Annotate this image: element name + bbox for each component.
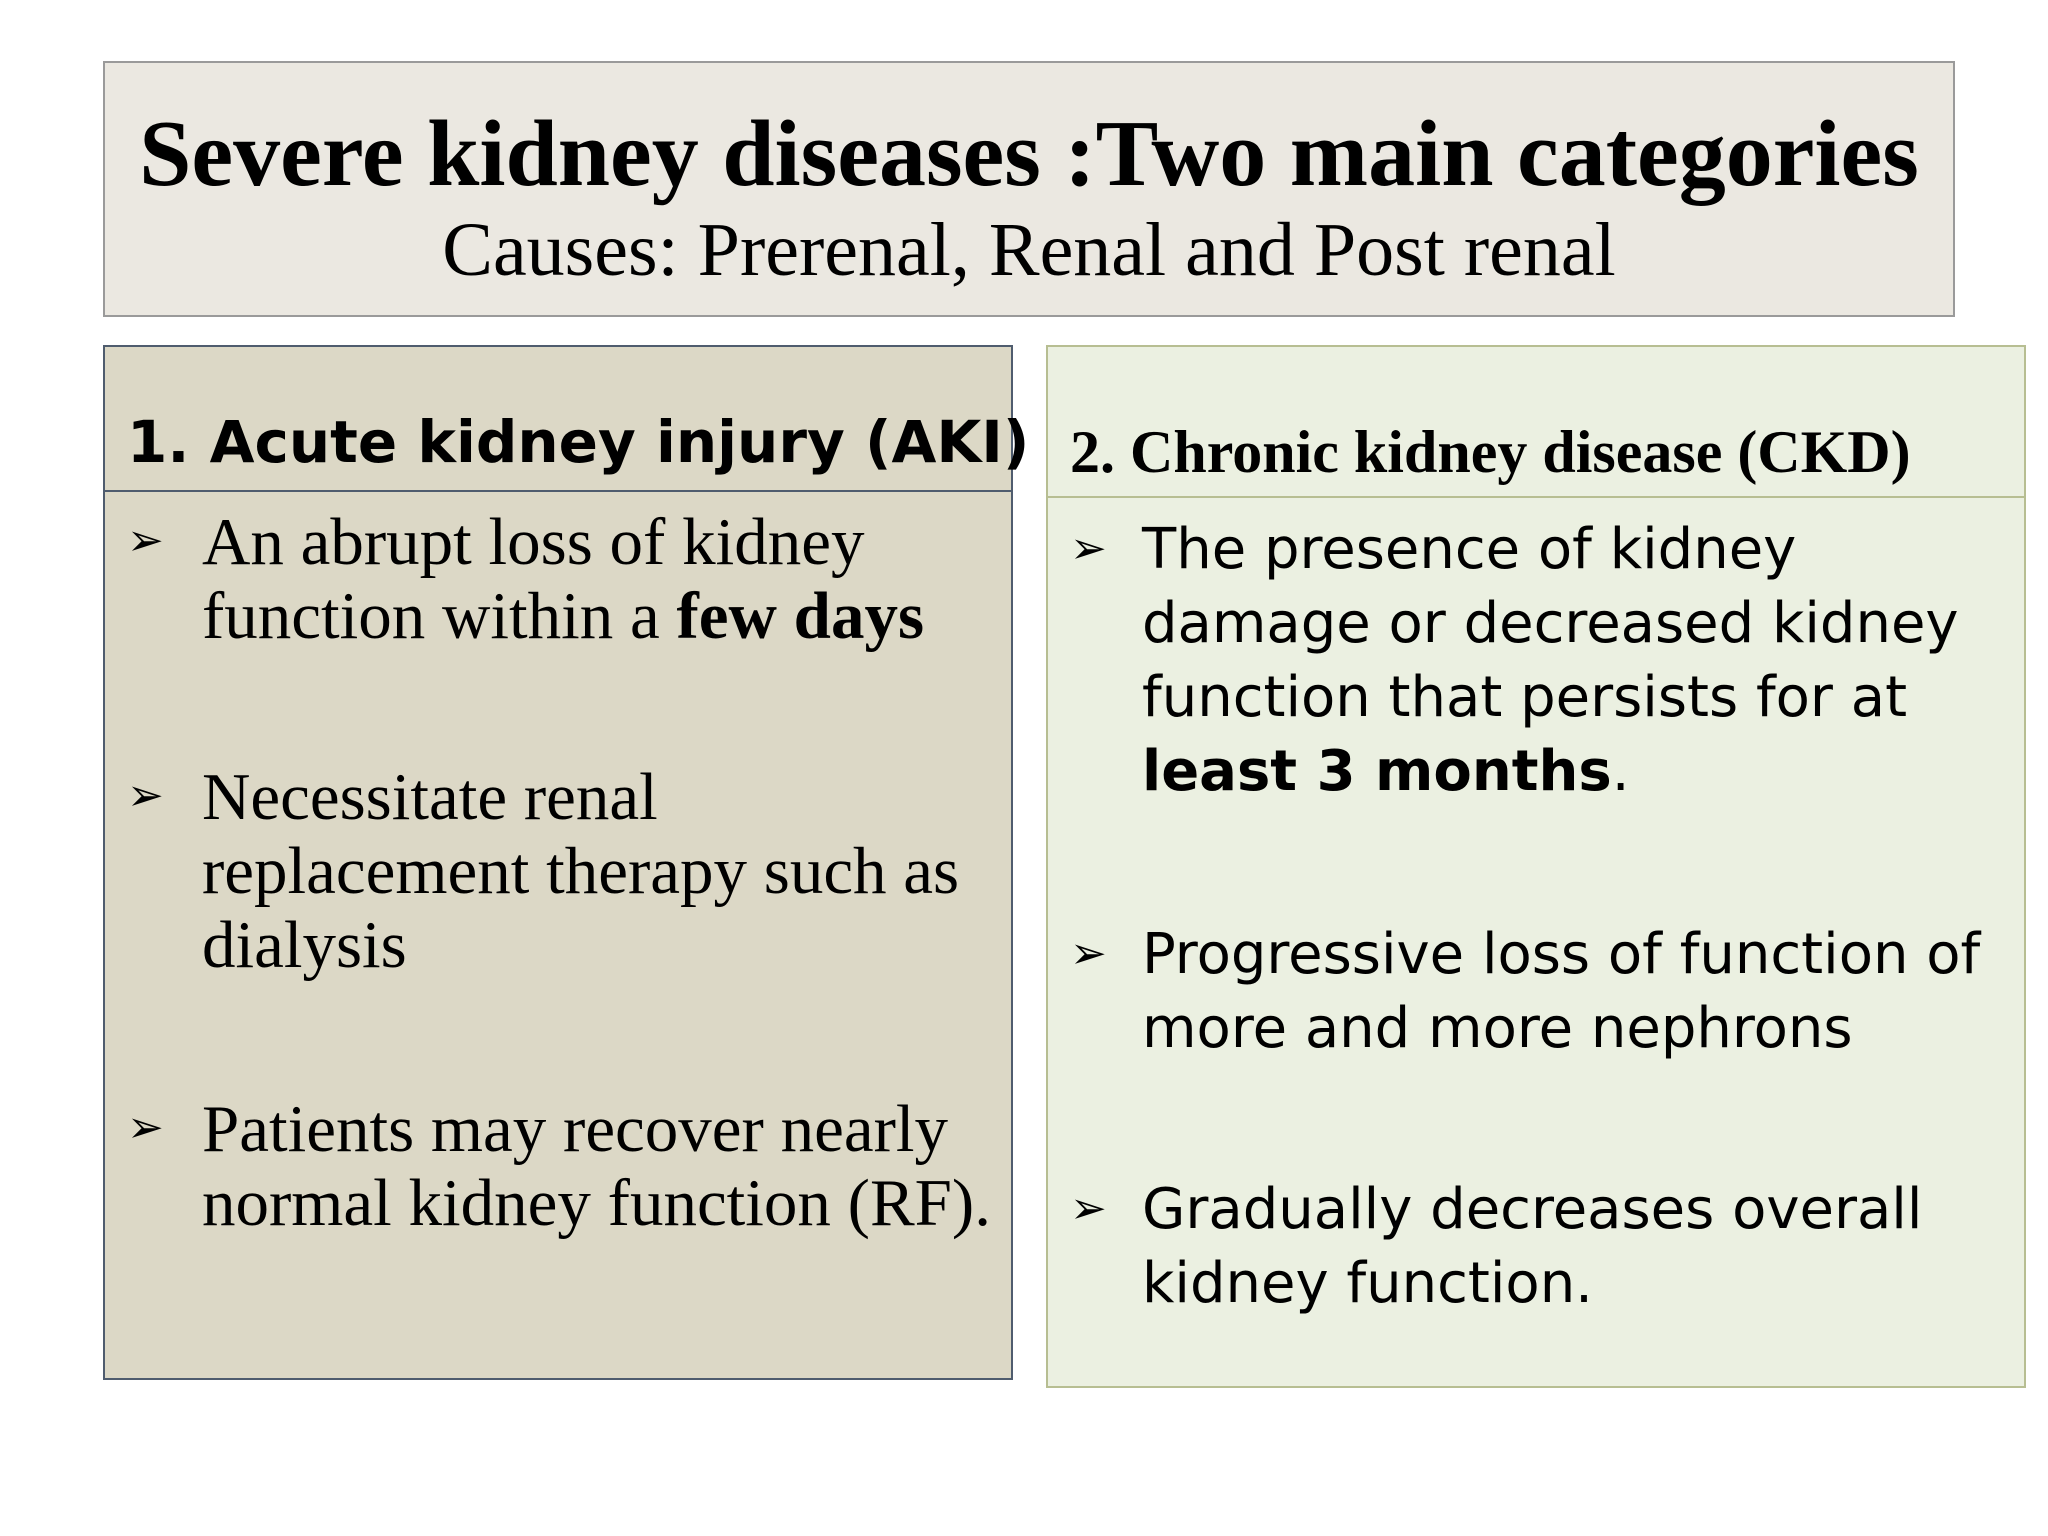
aki-bullet-3-text: Patients may recover nearly normal kidney function (RF).: [202, 1092, 991, 1240]
ckd-bullet-1-text: The presence of kidney damage or decreased kidney function that persists for at least 3 months.: [1142, 517, 1959, 804]
arrow-bullet-icon: ➢: [1070, 928, 1107, 979]
ckd-bullet-3: [1070, 1173, 2014, 1321]
ckd-bullet-2-text: Progressive loss of function of more and more nephrons: [1142, 922, 1981, 1061]
aki-bullet-2: [127, 760, 1001, 982]
arrow-bullet-icon: ➢: [1070, 523, 1107, 574]
aki-header: [105, 347, 1030, 492]
ckd-bullet-3-text: Gradually decreases overall kidney function.: [1142, 1177, 1923, 1316]
aki-bullet-3: [127, 1092, 1001, 1240]
aki-bullet-2-text: Necessitate renal replacement therapy such as dialysis: [202, 760, 960, 982]
aki-bullet-1: [127, 505, 1001, 653]
ckd-heading: 2. Chronic kidney disease (CKD): [1070, 419, 1911, 485]
arrow-bullet-icon: ➢: [127, 515, 164, 566]
aki-heading: 1. Acute kidney injury (AKI): [127, 408, 1030, 476]
title-box: [103, 61, 1955, 317]
slide-subtitle: Causes: Prerenal, Renal and Post renal: [442, 208, 1616, 292]
aki-bullet-1-text: An abrupt loss of kidney function within a few days: [202, 505, 925, 653]
arrow-bullet-icon: ➢: [1070, 1183, 1107, 1234]
slide-title: Severe kidney diseases :Two main categories: [139, 102, 1919, 206]
ckd-bullet-2: [1070, 918, 2014, 1066]
arrow-bullet-icon: ➢: [127, 770, 164, 821]
ckd-header: [1048, 347, 2024, 498]
aki-panel: [103, 345, 1030, 1380]
ckd-panel: [1046, 345, 2026, 1388]
ckd-bullet-1: [1070, 513, 2014, 809]
arrow-bullet-icon: ➢: [127, 1102, 164, 1153]
